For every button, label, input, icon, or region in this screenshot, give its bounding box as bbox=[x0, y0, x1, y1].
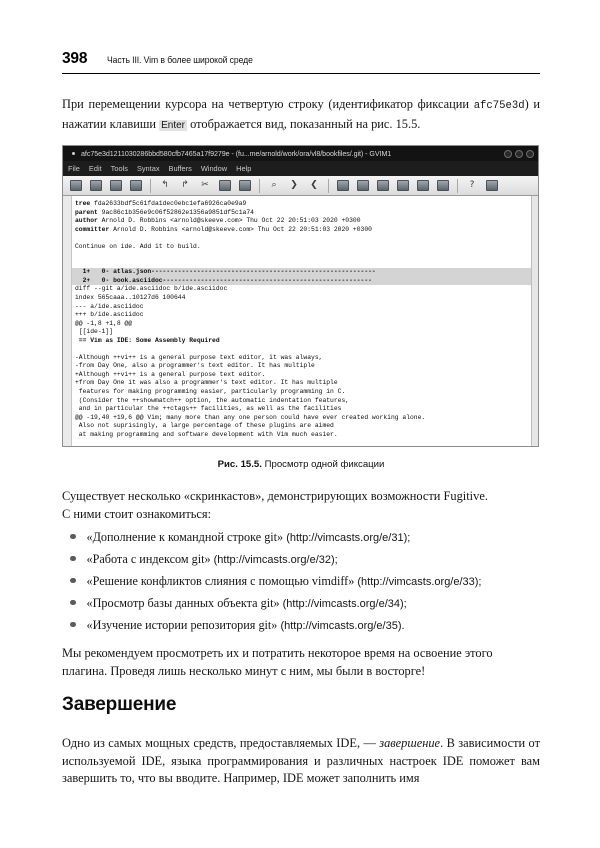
gvim-text-area[interactable] bbox=[63, 196, 538, 447]
copy-icon[interactable] bbox=[218, 178, 233, 193]
open-file-icon[interactable] bbox=[89, 178, 104, 193]
figure-caption-label: Рис. 15.5. bbox=[217, 459, 262, 470]
diff-line: [[ide-1]] bbox=[75, 328, 114, 336]
diff-line: features for making programming easier, particularly programming in C. bbox=[75, 388, 346, 396]
list-item-url[interactable]: (http://vimcasts.org/e/32); bbox=[213, 554, 338, 566]
list-item bbox=[62, 618, 540, 640]
commit-message-line: Continue on ide. Add it to build. bbox=[75, 242, 201, 250]
menu-item-tools[interactable]: Tools bbox=[110, 164, 128, 173]
paste-icon[interactable] bbox=[238, 178, 253, 193]
menu-item-syntax[interactable]: Syntax bbox=[136, 164, 160, 173]
list-item-url[interactable]: (http://vimcasts.org/e/31); bbox=[286, 532, 411, 544]
diff-line: @@ -19,40 +19,6 @@ Vim; many more than any one person could have ever created working alone. bbox=[75, 413, 426, 421]
bullet-dot-icon bbox=[70, 622, 76, 628]
menu-item-buffers[interactable]: Buffers bbox=[168, 164, 192, 173]
intro-paragraph bbox=[62, 96, 540, 134]
new-file-icon[interactable] bbox=[69, 178, 84, 193]
list-item-url[interactable]: (http://vimcasts.org/e/33); bbox=[357, 576, 482, 588]
menu-item-edit[interactable]: Edit bbox=[88, 164, 102, 173]
find-next-icon[interactable]: ❯ bbox=[290, 180, 298, 190]
minimize-icon[interactable] bbox=[504, 150, 512, 158]
gvim-screenshot-figure bbox=[62, 145, 539, 447]
section-heading: Завершение bbox=[62, 694, 177, 715]
gvim-window-title: afc75e3d1211030286bbd580cfb7465a17f9279e - (fu...me/arnold/work/ora/vl8/bookfiles/.git) - GVIM1 bbox=[81, 149, 392, 158]
diff-line: @@ -1,8 +1,8 @@ bbox=[75, 319, 133, 327]
bullet-dot-icon bbox=[70, 578, 76, 584]
diff-line: +++ b/ide.asciidoc bbox=[75, 311, 144, 319]
diff-line: == Vim as IDE: Some Assembly Required bbox=[75, 336, 220, 344]
print-icon[interactable] bbox=[129, 178, 144, 193]
closing-text-a: Одно из самых мощных средств, предоставляемых IDE, — bbox=[62, 736, 380, 750]
changed-file-line-1[interactable]: 1+ 0- atlas.json----------------------------------------------------------- bbox=[63, 268, 538, 277]
closing-paragraph bbox=[62, 735, 540, 788]
bullet-dot-icon bbox=[70, 556, 76, 562]
screencasts-intro-line-2: С ними стоит ознакомиться: bbox=[62, 506, 212, 521]
redo-icon[interactable]: ↱ bbox=[181, 180, 189, 190]
diff-line: diff --git a/ide.asciidoc b/ide.asciidoc bbox=[75, 285, 228, 293]
find-prev-icon[interactable]: ❮ bbox=[310, 180, 318, 190]
list-item bbox=[62, 574, 540, 596]
gvim-title-bar bbox=[63, 146, 538, 161]
commit-author-line: author Arnold D. Robbins <arnold@skeeve.com> Thu Oct 22 20:51:03 2020 +0300 bbox=[75, 217, 361, 225]
recommendation-line-1: Мы рекомендуем просмотреть их и потратить некоторое время на освоение этого bbox=[62, 646, 493, 660]
list-item-label: «Работа с индексом git» bbox=[86, 552, 214, 566]
screencasts-list bbox=[62, 530, 540, 640]
commit-parent-line: parent 9ac86c1b356e9c06f52862e1356a9851df5c1a74 bbox=[75, 208, 254, 216]
toolbar-separator bbox=[328, 179, 329, 193]
help-icon[interactable]: ? bbox=[469, 180, 475, 190]
gvim-menu-bar bbox=[63, 161, 538, 176]
diff-line: Also not suprisingly, a large percentage of these plugins are aimed bbox=[75, 422, 334, 430]
gvim-toolbar bbox=[63, 176, 538, 196]
recommendation-line-2: плагина. Проведя лишь несколько минут с ним, мы были в восторге! bbox=[62, 663, 426, 678]
enter-keycap: Enter bbox=[161, 119, 186, 131]
tag-jump-icon[interactable] bbox=[436, 178, 451, 193]
intro-text-b: ) и нажатии клавиши bbox=[62, 97, 541, 131]
intro-text-c: отображается вид, показанный на рис. 15.5. bbox=[187, 116, 421, 131]
diff-line: -from Day One, also a programmer's text editor. It has multiple bbox=[75, 362, 315, 370]
maximize-icon[interactable] bbox=[515, 150, 523, 158]
list-item-label: «Изучение истории репозитория git» bbox=[86, 618, 281, 632]
menu-item-help[interactable]: Help bbox=[236, 164, 252, 173]
run-icon[interactable] bbox=[376, 178, 391, 193]
list-item bbox=[62, 596, 540, 618]
page-number: 398 bbox=[62, 50, 88, 67]
screencasts-intro-line-1: Существует несколько «скринкастов», демонстрирующих возможности Fugitive. bbox=[62, 489, 488, 503]
menu-item-window[interactable]: Window bbox=[200, 164, 228, 173]
list-item-url[interactable]: (http://vimcasts.org/e/35). bbox=[280, 620, 405, 632]
intro-text-a: При перемещении курсора на четвертую строку (идентификатор фиксации bbox=[62, 97, 474, 111]
build-icon[interactable] bbox=[356, 178, 371, 193]
commit-committer-line: committer Arnold D. Robbins <arnold@skeeve.com> Thu Oct 22 20:51:03 2020 +0300 bbox=[75, 225, 372, 233]
diff-line: and in particular the ++ctags++ facilities, as well as the facilities bbox=[75, 405, 342, 413]
diff-line: -Although ++vi++ is a general purpose text editor, it was always, bbox=[75, 353, 323, 361]
figure-caption bbox=[62, 459, 540, 470]
vertical-scrollbar[interactable] bbox=[531, 196, 538, 447]
toolbar-separator bbox=[150, 179, 151, 193]
list-item-label: «Просмотр базы данных объекта git» bbox=[86, 596, 283, 610]
commit-id-code: afc75e3d bbox=[473, 100, 525, 112]
cut-icon[interactable]: ✂ bbox=[201, 180, 209, 190]
save-icon[interactable] bbox=[109, 178, 124, 193]
diff-line bbox=[63, 345, 538, 354]
find-help-icon[interactable] bbox=[485, 178, 500, 193]
bullet-dot-icon bbox=[70, 600, 76, 606]
fold-gutter bbox=[63, 196, 72, 447]
list-item-url[interactable]: (http://vimcasts.org/e/34); bbox=[282, 598, 407, 610]
blank-line bbox=[63, 234, 538, 243]
changed-file-line-2[interactable]: 2+ 0- book.asciidoc------------------------------------------------------- bbox=[63, 277, 538, 286]
closing-emphasis: завершение bbox=[379, 736, 441, 750]
menu-item-file[interactable]: File bbox=[68, 164, 80, 173]
diff-line: (Consider the ++showmatch++ option, the automatic indentation features, bbox=[75, 396, 350, 404]
running-head bbox=[62, 50, 540, 74]
running-head-title: Часть III. Vim в более широкой среде bbox=[107, 54, 254, 65]
list-item-label: «Дополнение к командной строке git» bbox=[86, 530, 287, 544]
screencasts-intro-paragraph bbox=[62, 488, 540, 523]
diff-line: +from Day One it was also a programmer's text editor. It has multiple bbox=[75, 379, 338, 387]
commit-tree-line: tree fda2633bdf5c61fda1dec0ebc1efa6926ca0e9a9 bbox=[75, 200, 247, 207]
tag-icon[interactable] bbox=[416, 178, 431, 193]
close-icon[interactable] bbox=[526, 150, 534, 158]
toolbar-separator bbox=[259, 179, 260, 193]
list-item bbox=[62, 552, 540, 574]
diff-line: at making programming and software development with Vim much easier. bbox=[75, 430, 338, 438]
figure-caption-text: Просмотр одной фиксации bbox=[261, 459, 385, 470]
blank-line bbox=[63, 260, 538, 269]
recommendation-paragraph bbox=[62, 645, 540, 680]
window-controls bbox=[504, 146, 534, 161]
closing-text-b: . В зависимости от используемой IDE, языка программирования и различных настроек IDE поможет вам завершить то, что вы вводите. Например, IDE может заполнить имя bbox=[62, 736, 540, 786]
blank-line bbox=[63, 251, 538, 260]
shell-icon[interactable] bbox=[396, 178, 411, 193]
diff-line: +Although ++vi++ is a general purpose text editor. bbox=[75, 370, 266, 378]
make-icon[interactable] bbox=[336, 178, 351, 193]
undo-icon[interactable]: ↰ bbox=[161, 180, 169, 190]
diff-line: --- a/ide.asciidoc bbox=[75, 302, 144, 310]
list-item bbox=[62, 530, 540, 552]
window-menu-icon[interactable] bbox=[72, 152, 75, 155]
diff-line: index 565caaa..10127d6 100644 bbox=[75, 294, 186, 302]
find-icon[interactable]: ⌕ bbox=[271, 180, 277, 190]
list-item-label: «Решение конфликтов слияния с помощью vimdiff» bbox=[86, 574, 358, 588]
bullet-dot-icon bbox=[70, 534, 76, 540]
toolbar-separator bbox=[457, 179, 458, 193]
